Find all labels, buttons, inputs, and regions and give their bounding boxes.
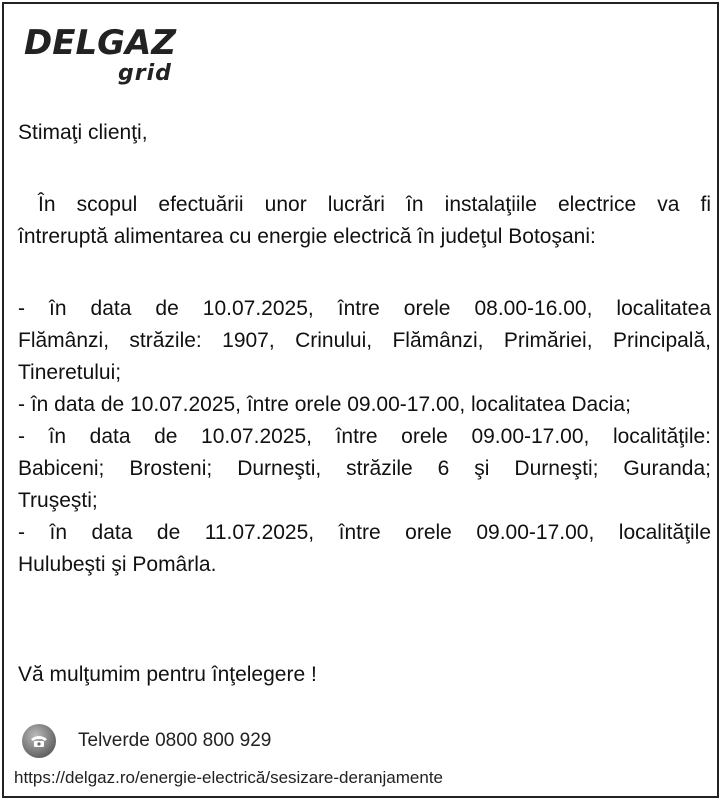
outage-line: Babiceni; Brosteni; Durneşti, străzile 6 şi Durneşti; Guranda; (18, 457, 711, 480)
outage-line: Hulubeşti şi Pomârla. (18, 553, 217, 576)
notice-frame (2, 2, 719, 798)
website-link[interactable]: https://delgaz.ro/energie-electrică/sesizare-deranjamente (14, 768, 444, 787)
logo-wordmark: DELGAZ (24, 23, 176, 63)
logo-subtext: grid (118, 61, 172, 86)
outage-list (18, 293, 711, 581)
closing-text: Vă mulţumim pentru înţelegere ! (18, 663, 317, 686)
outage-line: - în data de 11.07.2025, între orele 09.00-17.00, localităţile (18, 521, 711, 544)
phone-contact (22, 724, 271, 758)
outage-line: - în data de 10.07.2025, între orele 09.00-17.00, localitatea Dacia; (18, 393, 631, 416)
outage-line: Tineretului; (18, 361, 122, 384)
intro-line: În scopul efectuării unor lucrări în instalaţiile electrice va fi (38, 193, 711, 216)
delgaz-logo (24, 23, 176, 86)
outage-item (18, 517, 711, 581)
outage-line: Truşeşti; (18, 489, 98, 512)
outage-line: - în data de 10.07.2025, între orele 08.00-16.00, localitatea (18, 297, 711, 320)
greeting: Stimaţi clienţi, (18, 121, 148, 144)
intro-line: întreruptă alimentarea cu energie electrică în judeţul Botoşani: (18, 225, 596, 248)
intro-paragraph (18, 189, 711, 253)
outage-line: - în data de 10.07.2025, între orele 09.00-17.00, localităţile: (18, 425, 711, 448)
phone-number: Telverde 0800 800 929 (78, 730, 272, 751)
outage-item (18, 389, 711, 421)
outage-line: Flămânzi, străzile: 1907, Crinului, Flămânzi, Primăriei, Principală, (18, 329, 711, 352)
phone-icon (22, 724, 56, 758)
outage-item (18, 421, 711, 517)
outage-item (18, 293, 711, 389)
